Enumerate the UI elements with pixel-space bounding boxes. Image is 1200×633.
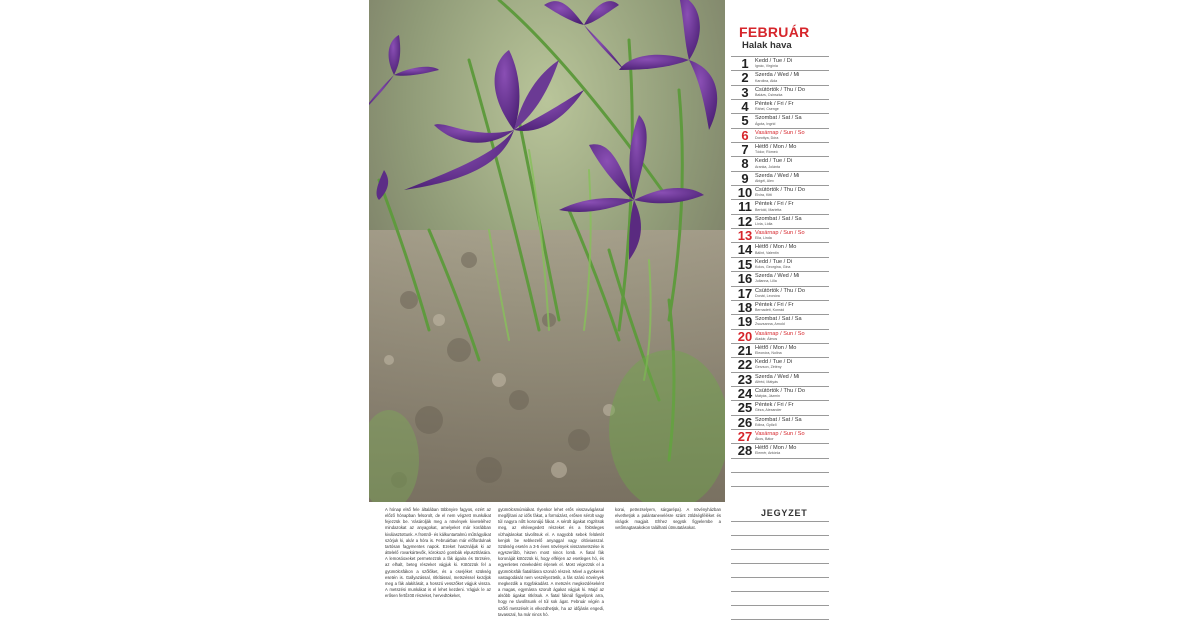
name-days: Balázs, Csinszka xyxy=(755,92,783,97)
day-number: 2 xyxy=(741,70,749,86)
day-row xyxy=(731,56,829,70)
name-days: Gerzson, Zétény xyxy=(755,365,782,370)
notes-line xyxy=(731,535,829,549)
day-weekday: Vasárnap / Sun / So xyxy=(755,330,805,337)
name-days: Ignác, Virgínia xyxy=(755,64,778,69)
day-weekday: Csütörtök / Thu / Do xyxy=(755,187,805,194)
day-weekday: Csütörtök / Thu / Do xyxy=(755,287,805,294)
name-days: Tódor, Rómeó xyxy=(755,150,778,155)
name-days: Aladár, Álmos xyxy=(755,336,778,341)
day-number: 3 xyxy=(741,84,749,100)
day-weekday: Szombat / Sat / Sa xyxy=(755,115,802,122)
day-weekday: Szombat / Sat / Sa xyxy=(755,316,802,323)
day-row xyxy=(731,113,829,127)
day-row xyxy=(731,443,829,457)
day-weekday: Szombat / Sat / Sa xyxy=(755,416,802,423)
name-days: Alfréd, Mátyás xyxy=(755,379,778,384)
name-days: Donát, Leonóra xyxy=(755,293,780,298)
day-number: 1 xyxy=(741,56,749,71)
day-list xyxy=(731,56,829,459)
day-number: 8 xyxy=(741,156,749,172)
name-days: Karolina, Aida xyxy=(755,78,778,83)
name-days: Ákos, Bátor xyxy=(755,437,774,442)
day-row xyxy=(731,286,829,300)
day-row xyxy=(731,257,829,271)
notes-line xyxy=(731,521,829,535)
notes-line xyxy=(731,619,829,633)
day-number: 20 xyxy=(737,328,753,344)
name-days: Abigél, Alex xyxy=(755,178,774,183)
day-number: 18 xyxy=(737,299,753,315)
day-row xyxy=(731,70,829,84)
day-number: 15 xyxy=(737,256,753,272)
day-weekday: Vasárnap / Sun / So xyxy=(755,430,805,437)
day-number: 17 xyxy=(737,285,753,301)
day-row xyxy=(731,228,829,242)
name-days: Aranka, Jolánta xyxy=(755,164,780,169)
day-weekday: Péntek / Fri / Fr xyxy=(755,402,794,409)
day-number: 4 xyxy=(741,99,749,115)
day-weekday: Szerda / Wed / Mi xyxy=(755,373,800,380)
article-text xyxy=(369,507,725,630)
article-column-3: korai, petrezselyem, sárgarépa). A növényházban elvethetjük a palántanevelésre szánt zöldségféléket és virágok magjait. Ehhez segyük figyelembe a vetőmagtasakokon található útmutatásokat. xyxy=(615,507,721,531)
day-weekday: Szerda / Wed / Mi xyxy=(755,273,800,280)
notes-line xyxy=(731,605,829,619)
day-weekday: Szerda / Wed / Mi xyxy=(755,72,800,79)
month-subtitle: Halak hava xyxy=(742,40,792,51)
day-row xyxy=(731,242,829,256)
day-number: 9 xyxy=(741,170,749,186)
day-number: 14 xyxy=(737,242,753,258)
name-days: Géza, Alexander xyxy=(755,408,782,413)
day-row xyxy=(731,357,829,371)
iris-flowers-image xyxy=(369,0,725,502)
day-weekday: Hétfő / Mon / Mo xyxy=(755,144,797,151)
day-row xyxy=(731,185,829,199)
day-row xyxy=(731,85,829,99)
day-row xyxy=(731,214,829,228)
day-number: 25 xyxy=(737,400,753,416)
day-number: 21 xyxy=(737,342,753,358)
blank-line xyxy=(731,458,829,472)
day-number: 16 xyxy=(737,271,753,287)
day-number: 26 xyxy=(737,414,753,430)
article-column-1: A hónap első fele általában többnyire fagyos, ezért az előző hónapban felsorolt, de el nem végzett munkákat fejezzük be. Vásárolják meg a növények kiveteléhez mindazokat az anyagokat, amelyeket már korábban kiválasztottunk. A frostról- és kálkuntartalmú műtrágyákat szórjuk ki, akár a hóra is. Februárban már előfordulnak tartósan fagymentes napok. Ezeket használjuk ki az áttelelő rovarkártevők, kórokozó gombák elpusztítására. A lemosóoxeket permetezzük a fák ágaira és törzsére, az elhalt, beteg részeket vágjuk ki. Kötözzük fel a gyümölcsfákon a szőlőket, és a cserjéket szükség esetén is. Gallyazással, ritkítással, metszéssel kezdjük meg a fák alakítását, a hosszú vesszőket vágjuk vissza. A metszési munkákat is el lehet kezdeni. Vágjuk le az erősen fertőzött részeket, hervedtökeket, xyxy=(385,507,491,599)
day-weekday: Vasárnap / Sun / So xyxy=(755,230,805,237)
day-row xyxy=(731,386,829,400)
day-weekday: Csütörtök / Thu / Do xyxy=(755,387,805,394)
day-number: 5 xyxy=(741,113,749,129)
notes-line xyxy=(731,563,829,577)
day-weekday: Csütörtök / Thu / Do xyxy=(755,86,805,93)
day-row xyxy=(731,429,829,443)
iris-photo xyxy=(369,0,725,502)
day-row xyxy=(731,300,829,314)
notes-title: JEGYZET xyxy=(761,508,808,518)
notes-lines xyxy=(731,521,829,633)
day-row xyxy=(731,400,829,414)
day-weekday: Hétfő / Mon / Mo xyxy=(755,344,797,351)
day-row xyxy=(731,415,829,429)
name-days: Ella, Linda xyxy=(755,236,772,241)
day-number: 27 xyxy=(737,428,753,444)
notes-line xyxy=(731,591,829,605)
name-days: Dorottya, Dóra xyxy=(755,135,779,140)
day-number: 13 xyxy=(737,228,753,244)
name-days: Elvira, Kitti xyxy=(755,193,772,198)
name-days: Ráhel, Csenge xyxy=(755,107,779,112)
day-number: 28 xyxy=(737,443,753,459)
day-weekday: Kedd / Tue / Di xyxy=(755,158,793,165)
name-days: Julianna, Lilla xyxy=(755,279,777,284)
day-number: 19 xyxy=(737,314,753,330)
day-row xyxy=(731,171,829,185)
day-weekday: Kedd / Tue / Di xyxy=(755,359,793,366)
day-row xyxy=(731,343,829,357)
day-number: 7 xyxy=(741,142,749,158)
day-weekday: Péntek / Fri / Fr xyxy=(755,101,794,108)
name-days: Bernadett, Konrád xyxy=(755,308,785,313)
day-row xyxy=(731,199,829,213)
day-row xyxy=(731,271,829,285)
notes-line xyxy=(731,549,829,563)
day-number: 10 xyxy=(737,185,753,201)
name-days: Kolos, Georgina, Gina xyxy=(755,265,791,269)
day-number: 6 xyxy=(741,127,749,143)
notes-line xyxy=(731,577,829,591)
name-days: Elemér, Antónia xyxy=(755,451,781,456)
day-number: 11 xyxy=(738,199,752,215)
calendar-column xyxy=(729,0,829,630)
day-weekday: Kedd / Tue / Di xyxy=(755,258,793,265)
blank-line xyxy=(731,472,829,486)
day-weekday: Péntek / Fri / Fr xyxy=(755,201,794,208)
month-title: FEBRUÁR xyxy=(739,24,810,40)
day-weekday: Hétfő / Mon / Mo xyxy=(755,445,797,452)
day-number: 12 xyxy=(737,213,753,229)
day-weekday: Péntek / Fri / Fr xyxy=(755,301,794,308)
day-row xyxy=(731,99,829,113)
name-days: Edina, Győző xyxy=(755,422,777,427)
day-weekday: Hétfő / Mon / Mo xyxy=(755,244,797,251)
day-number: 24 xyxy=(737,385,753,401)
day-number: 22 xyxy=(737,357,753,373)
day-weekday: Kedd / Tue / Di xyxy=(755,58,793,64)
article-column-2: gyümölcsmúmiákat. Ilyenkor lehet erős visszavágással megifjítani az idős fákat, a formázást, erősen sérült vagy túl nagyra nőtt koronájú fákat. A sérült ágakat rögzítsük meg, az eltévegedett részeket és a fölösleges vízhajtásokat távolítsuk el. A nagyobb sebek felületét kenjük be sebkezelő anyaggal vagy oltóviasszal. Szükség esetén a 3-5 éves növények visszametszése is egyszerűbb, hiszen most nincs lomb. A fiatal fák koronáját kötözzük ki, hogy elférjen az esetleges hó, és egyenletes növekedést érjenek el. Most végezzük el a gyümölcsfák fiatalításra szoruló részeit. Mivel a gyökerek vastagodását nem veszélyeztetik, a fás szárú növények megkezdik a rügyfakadást. A metszés megkezdéseként a magas, egymásra szorult ágakat vágjuk ki. Majd az alsóbb ágakat ritkítsuk. A fiatal fáknál figyeljünk arra, hogy ne távolítsunk el túl sok ágat. Február végén a szőlő metszését is elkezdhetjük, ha az időjárás engedi, tavasszal, ha már nincs hó. xyxy=(498,507,604,617)
name-days: Lívia, Lídia xyxy=(755,221,773,226)
calendar-page xyxy=(369,0,829,630)
name-days: Zsuzsanna, Arnold xyxy=(755,322,785,327)
day-row xyxy=(731,156,829,170)
day-row xyxy=(731,128,829,142)
name-days: Eleonóra, Nolina xyxy=(755,351,782,356)
day-row xyxy=(731,372,829,386)
name-days: Ágota, Ingrid xyxy=(755,121,776,126)
day-weekday: Szombat / Sat / Sa xyxy=(755,215,802,222)
name-days: Bálint, Valentin xyxy=(755,250,779,255)
blank-lines-top xyxy=(731,458,829,500)
day-row xyxy=(731,142,829,156)
day-weekday: Vasárnap / Sun / So xyxy=(755,129,805,136)
blank-line xyxy=(731,486,829,500)
day-weekday: Szerda / Wed / Mi xyxy=(755,172,800,179)
name-days: Bertold, Marietta xyxy=(755,207,782,212)
day-number: 23 xyxy=(737,371,753,387)
day-row xyxy=(731,329,829,343)
day-row xyxy=(731,314,829,328)
name-days: Mátyás, Jázmin xyxy=(755,394,780,399)
